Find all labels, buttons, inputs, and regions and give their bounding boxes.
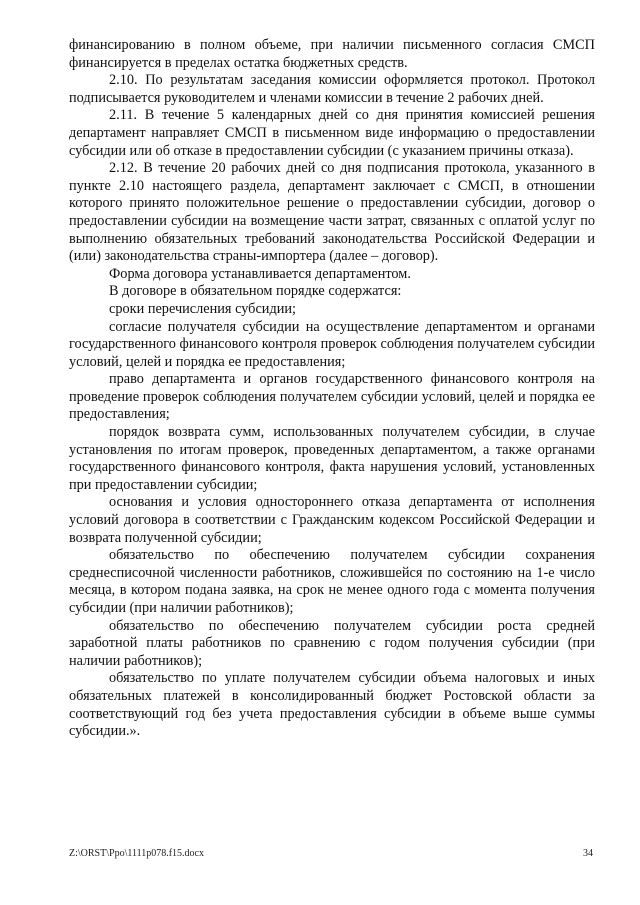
document-body xyxy=(69,37,595,741)
paragraph-contract-form: Форма договора устанавливается департаментом. xyxy=(109,265,411,282)
paragraph-unilateral-refusal: основания и условия одностороннего отказа департамента от исполнения условий договора в соответствии с Гражданским кодексом Российской Федерации и возврата полученной субсидии; xyxy=(69,494,595,546)
paragraph-headcount-obligation: обязательство по обеспечению получателем субсидии сохранения среднесписочной численности работников, сложившейся по состоянию на 1-е число месяца, в котором подана заявка, на срок не менее одного года с момента получения субсидии (при наличии работников); xyxy=(69,547,595,616)
paragraph-contract-contents-intro: В договоре в обязательном порядке содержатся: xyxy=(109,283,402,300)
paragraph-2-10-protocol: 2.10. По результатам заседания комиссии оформляется протокол. Протокол подписывается руководителем и членами комиссии в течение 2 рабочих дней. xyxy=(69,72,595,106)
paragraph-2-12-contract: 2.12. В течение 20 рабочих дней со дня подписания протокола, указанного в пункте 2.10 настоящего раздела, департамент заключает с СМСП, в отношении которого принято положительное решение о предоставлении субсидии, договор о предоставлении субсидии на возмещение части затрат, связанных с оплатой услуг по выполнению обязательных требований законодательства Российской Федерации и (или) законодательства страны-импортера (далее – договор). xyxy=(69,160,595,265)
paragraph-tax-payment-obligation: обязательство по уплате получателем субсидии объема налоговых и иных обязательных платежей в консолидированный бюджет Ростовской области за соответствующий год без учета предоставления субсидии в объеме выше суммы субсидии.». xyxy=(69,670,595,740)
paragraph-right-inspections: право департамента и органов государственного финансового контроля на проведение проверок соблюдения получателем субсидии условий, целей и порядка ее предоставления; xyxy=(69,371,595,423)
footer-file-path: Z:\ORST\Ppo\1111p078.f15.docx xyxy=(69,848,204,859)
paragraph-consent-inspections: согласие получателя субсидии на осуществление департаментом и органами государственного финансового контроля проверок соблюдения получателем субсидии условий, целей и порядка ее предоставления; xyxy=(69,318,595,370)
paragraph-payment-terms: сроки перечисления субсидии; xyxy=(109,300,297,317)
paragraph-refund-procedure: порядок возврата сумм, использованных получателем субсидии, в случае установления по итогам проверок, проведенных департаментом, а также органами государственного финансового контроля, факта нарушения условий, установленных при предоставлении субсидии; xyxy=(69,424,595,493)
paragraph-continuation: финансированию в полном объеме, при наличии письменного согласия СМСП финансируется в пределах остатка бюджетных средств. xyxy=(69,37,595,71)
paragraph-2-11-notification: 2.11. В течение 5 календарных дней со дня принятия комиссией решения департамент направляет СМСП в письменном виде информацию о предоставлении субсидии или об отказе в предоставлении субсидии (с указанием причины отказа). xyxy=(69,107,595,159)
paragraph-wage-growth-obligation: обязательство по обеспечению получателем субсидии роста средней заработной платы работников по сравнению с годом получения субсидии (при наличии работников); xyxy=(69,617,595,669)
page-number: 34 xyxy=(583,848,593,859)
